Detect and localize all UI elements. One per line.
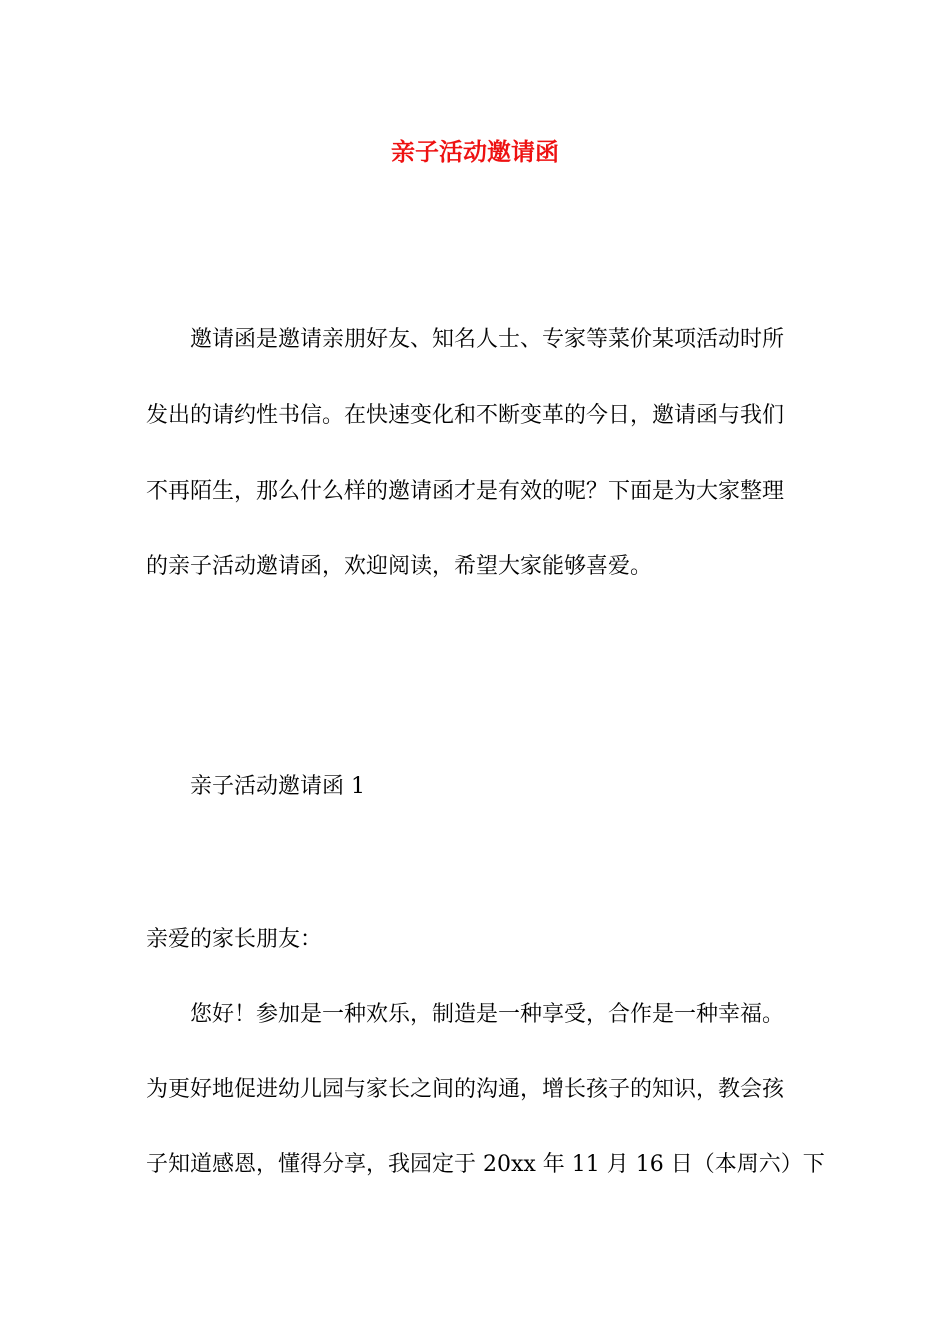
section-heading: 亲子活动邀请函 1 (190, 774, 365, 799)
intro-line: 的亲子活动邀请函，欢迎阅读，希望大家能够喜爱。 (146, 554, 653, 579)
document-title: 亲子活动邀请函 (391, 138, 559, 166)
body-line: 子知道感恩，懂得分享，我园定于 20xx 年 11 月 16 日（本周六）下 (146, 1152, 825, 1177)
intro-line: 邀请函是邀请亲朋好友、知名人士、专家等菜价某项活动时所 (190, 327, 785, 352)
intro-line: 发出的请约性书信。在快速变化和不断变革的今日，邀请函与我们 (146, 403, 785, 428)
body-line: 为更好地促进幼儿园与家长之间的沟通，增长孩子的知识，教会孩 (146, 1077, 785, 1102)
salutation: 亲爱的家长朋友： (146, 927, 323, 952)
intro-line: 不再陌生，那么什么样的邀请函才是有效的呢？下面是为大家整理 (146, 479, 785, 504)
body-line: 您好！参加是一种欢乐，制造是一种享受，合作是一种幸福。 (190, 1002, 785, 1027)
